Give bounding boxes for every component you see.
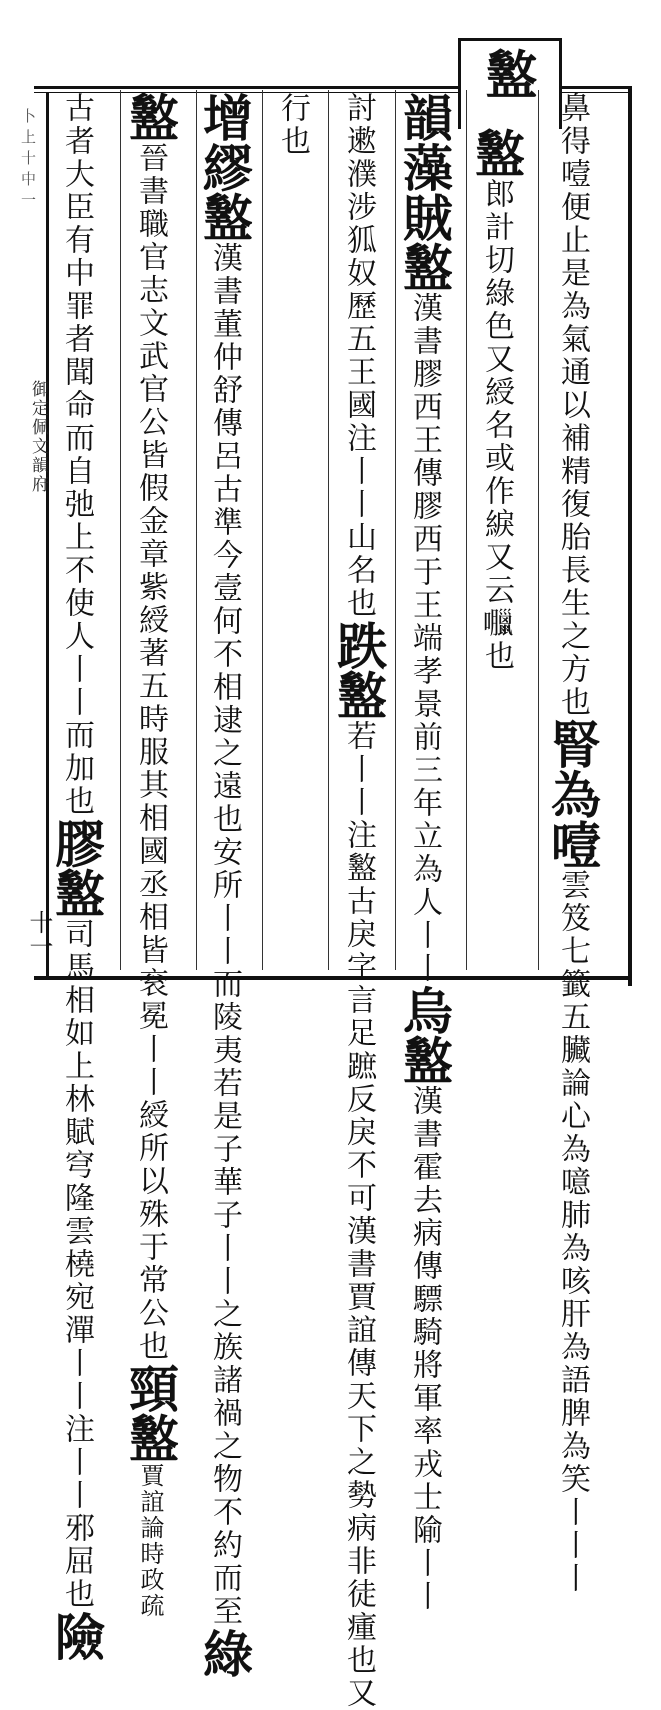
page-title: 盭 — [476, 48, 537, 100]
text-column-5 — [272, 92, 312, 158]
headword: 跌盭 — [329, 620, 388, 720]
headword: 賊盭 — [395, 192, 454, 292]
margin-marks: 卜上十中一 — [19, 108, 37, 213]
text-segment: 晉書職官志文武官公皆假金章紫綬著五時服其相國丞相皆衮冕丨丨綬所以殊于常公也 — [133, 142, 168, 1363]
text-segment: 漢書膠西王傳膠西于王端孝景前三年立為人丨丨 — [407, 292, 442, 985]
column-divider — [538, 90, 539, 970]
text-segment: 漢書董仲舒傳呂古準今壹何不相逮之遠也安所丨丨而陵夷若是子華子丨丨之族諸禍之物不約而至 — [207, 242, 242, 1628]
text-segment: 行也 — [275, 92, 310, 158]
book-title: 御定佩文韻府 — [28, 380, 48, 494]
text-column-7 — [121, 92, 180, 1619]
text-column-2 — [467, 128, 526, 673]
text-segment: 若丨丨注盭古戾字言足蹠反戾不可 — [341, 720, 376, 1215]
column-divider — [466, 90, 467, 970]
headword: 頸盭 — [121, 1363, 180, 1463]
text-segment: 賈誼論時政疏 — [136, 1463, 164, 1619]
column-divider — [328, 90, 329, 970]
headword: 增 — [195, 92, 254, 142]
text-segment: 雲笈七籤五臟論心為噫肺為咳肝為語脾為笑丨丨丨 — [555, 869, 590, 1595]
text-segment: 鼻得噎便止是為氣通以補精復胎長生之方也 — [555, 92, 590, 719]
headword: 綠 — [195, 1628, 254, 1678]
headword: 膠盭 — [47, 818, 106, 918]
column-divider — [262, 90, 263, 970]
text-column-4 — [329, 92, 388, 1710]
headword: 盭 — [121, 92, 180, 142]
top-border-right — [556, 86, 632, 89]
headword: 險 — [47, 1611, 106, 1661]
top-border — [34, 86, 458, 89]
text-column-1 — [543, 92, 602, 1595]
headword: 繆盭 — [195, 142, 254, 242]
text-segment: 古者大臣有中罪者聞命而自弛上不使人丨丨而加也 — [59, 92, 94, 818]
text-segment: 漢書賈誼傳天下之勢病非徒瘇也又 — [341, 1215, 376, 1710]
headword: 盭 — [467, 128, 526, 178]
page-number: 十一 — [25, 910, 53, 958]
text-column-6 — [195, 92, 254, 1678]
text-column-3 — [395, 92, 454, 1613]
text-segment: 郎計切綠色又綬名或作綟又云𡅘也 — [479, 178, 514, 673]
right-border — [628, 86, 632, 986]
column-divider — [120, 90, 121, 970]
text-segment: 討遬濮涉狐奴歷五王國注丨丨山名也 — [341, 92, 376, 620]
text-segment: 漢書霍去病傳驃騎將軍率戎士隃丨丨 — [407, 1085, 442, 1613]
headword: 腎為噎 — [543, 719, 602, 869]
bottom-border — [34, 976, 632, 980]
headword: 韻藻 — [395, 92, 454, 192]
headword: 烏盭 — [395, 985, 454, 1085]
text-segment: 司馬相如上林賦穹隆雲橈宛潬丨丨注丨丨邪屈也 — [59, 918, 94, 1611]
text-column-8 — [47, 92, 106, 1661]
